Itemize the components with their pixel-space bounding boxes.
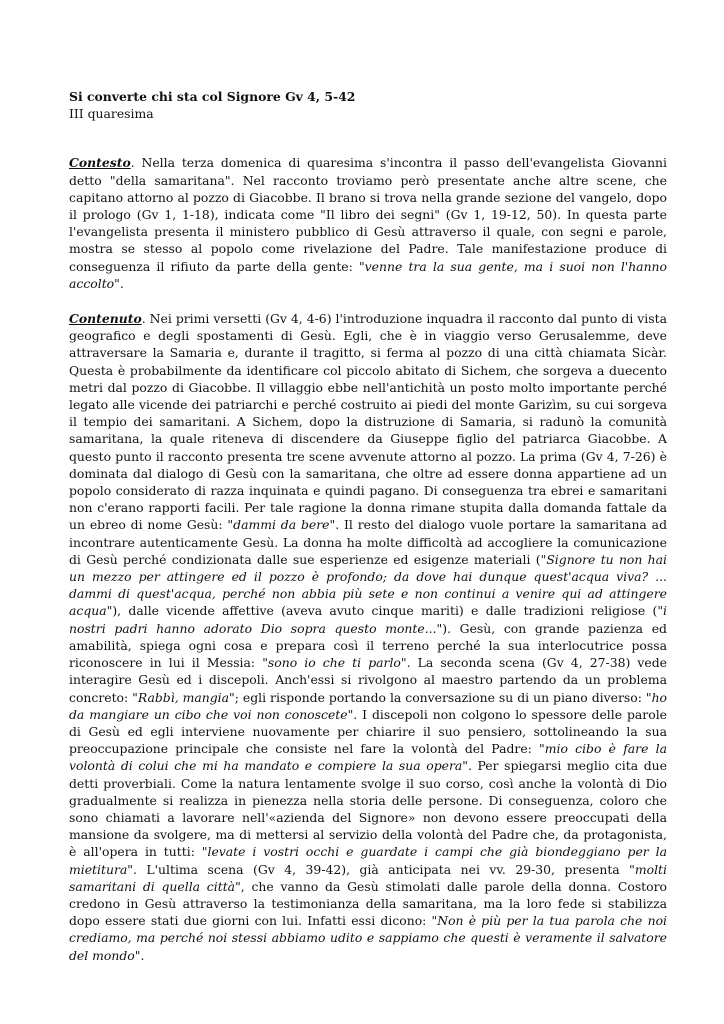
body-text: . Nei primi versetti (Gv 4, 4-6) l'introduzione inquadra il racconto dal punto di vista geografico e degli spostamenti di Gesù. Egli, che è in viaggio verso Gerusalemme, deve attraversare la Samaria e, durante il tragitto, si ferma al pozzo di una città chiamata Sicàr. Questa è probabilmente da identificare col piccolo abitato di Sichem, che sorgeva a duecento metri dal pozzo di Giacobbe. Il villaggio ebbe nell'antichità un posto molto importante perché legato alle vicende dei patriarchi e perché costruito ai piedi del monte Garizìm, su cui sorgeva il tempio dei samaritani. A Sichem, dopo la distruzione di Samaria, si radunò la comunità samaritana, la quale riteneva di discendere da Giuseppe figlio del patriarca Giacobbe. A questo punto il racconto presenta tre scene avvenute attorno al pozzo. La prima (Gv 4, 7-26) è dominata dal dialogo di Gesù con la samaritana, che oltre ad essere donna appartiene ad un popolo considerato di razza inquinata e quindi pagano. Di conseguenza tra ebrei e samaritani non c'erano rapporti facili. Per tale ragione la donna rimane stupita dalla domanda fattale da un ebreo di nome Gesù: " <box>69 311 667 533</box>
document-body <box>69 88 667 982</box>
body-text: . Nella terza domenica di quaresima s'incontra il passo dell'evangelista Giovanni detto "della samaritana". Nel racconto troviamo però presentate anche altre scene, che capitano attorno al pozzo di Giacobbe. Il brano si trova nella grande sezione del vangelo, dopo il prologo (Gv 1, 1-18), indicata come "Il libro dei segni" (Gv 1, 19-12, 50). In questa parte l'evangelista presenta il ministero pubblico di Gesù attraverso il quale, con segni e parole, mostra se stesso al popolo come rivelazione del Padre. Tale manifestazione produce di conseguenza il rifiuto da parte della gente: " <box>69 155 667 274</box>
quote-text: venne tra la sua gente, ma i suoi non l'hanno accolto <box>69 258 667 291</box>
body-text: ". Per spiegarsi meglio cita due detti proverbiali. Come la natura lentamente svolge il suo corso, così anche la volontà di Dio gradualmente si realizza in pienezza nella storia delle persone. Di conseguenza, coloro che sono chiamati a lavorare nell'«azienda del Signore» non devono essere preoccupati della mansione da svolgere, ma di mettersi al servizio della volontà del Padre che, da protagonista, è all'opera in tutti: " <box>69 758 667 860</box>
quote-text: Non è più per la tua parola che noi crediamo, ma perché noi stessi abbiamo udito e sappiamo che questi è veramente il salvatore del mondo <box>69 913 667 963</box>
paragraph-contenuto <box>69 310 667 964</box>
paragraph-list <box>69 154 667 963</box>
quote-text: ho da mangiare un cibo che voi non conoscete <box>69 689 668 722</box>
quote-text: i nostri padri hanno adorato Dio sopra questo monte... <box>69 603 667 636</box>
quote-text: dammi da bere <box>233 517 330 533</box>
body-text: ". <box>114 275 124 291</box>
body-text: "; egli risponde portando la conversazione su di un piano diverso: " <box>229 689 652 705</box>
quote-text: mio cibo è fare la volontà di colui che mi ha mandato e compiere la sua opera <box>69 741 667 774</box>
body-text: ". <box>134 947 145 963</box>
body-text: "). Gesù, con grande pazienza ed amabilità, spiega ogni cosa e prepara così il terreno perché la sua interlocutrice possa riconoscere in lui il Messia: " <box>69 620 667 671</box>
paragraph-lead: Contesto <box>69 155 131 171</box>
body-text: ", che vanno da Gesù stimolati dalle parole della donna. Costoro credono in Gesù attraverso la testimonianza della samaritana, ma la loro fede si stabilizza dopo essere stati due giorni con lui. Infatti essi dicono: " <box>69 878 667 929</box>
quote-text: molti samaritani di quella città <box>69 861 667 894</box>
body-text: ". L'ultima scena (Gv 4, 39-42), già anticipata nei vv. 29-30, presenta " <box>127 861 635 877</box>
body-text: "), dalle vicende affettive (aveva avuto cinque mariti) e dalle tradizioni religiose (" <box>106 603 664 619</box>
quote-text: Signore tu non hai un mezzo per attingere ed il pozzo è profondo; da dove hai dunque quest'acqua viva? ... dammi di quest'acqua, perché non abbia più sete e non continui a venire qui ad attingere acqua <box>69 551 667 619</box>
quote-text: sono io che ti parlo <box>267 655 401 671</box>
paragraph-contesto <box>69 154 667 292</box>
document-subtitle: III quaresima <box>69 106 154 122</box>
document-title: Si converte chi sta col Signore Gv 4, 5-42 <box>69 89 356 104</box>
body-text: ". I discepoli non colgono lo spessore delle parole di Gesù ed egli interviene nuovamente per chiarire il suo pensiero, sottolineando la sua preoccupazione principale che consiste nel fare la volontà del Padre: " <box>69 706 667 757</box>
quote-text: Rabbì, mangia <box>137 689 230 705</box>
paragraph-lead: Contenuto <box>69 311 142 327</box>
body-text: ". Il resto del dialogo vuole portare la samaritana ad incontrare autenticamente Gesù. La donna ha molte difficoltà ad accogliere la comunicazione di Gesù perché condizionata dalle sue esperienze ed esigenze materiali (" <box>69 517 668 567</box>
body-text: ". La seconda scena (Gv 4, 27-38) vede interagire Gesù ed i discepoli. Anch'essi si rivolgono al maestro partendo da un problema concreto: " <box>69 655 668 705</box>
quote-text: levate i vostri occhi e guardate i campi che già biondeggiano per la mietitura <box>69 844 667 877</box>
